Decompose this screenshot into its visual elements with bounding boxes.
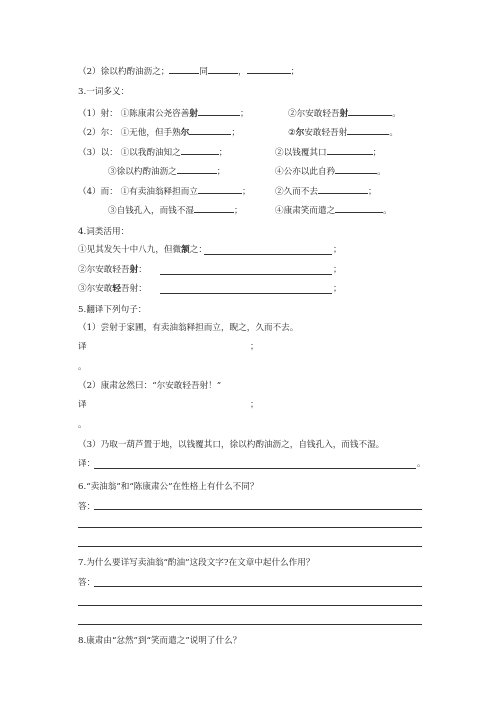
- q3-yi-row: [78, 145, 227, 159]
- q3-yi-d-end: 。: [377, 167, 386, 177]
- q2-item-2-sep: ，: [238, 67, 247, 77]
- q7-answer-label: 答：: [78, 578, 96, 588]
- q5-sentence-3: （3）乃取一葫芦置于地，以钱覆其口，徐以杓酌油沥之，自钱孔入，而钱不湿。: [78, 440, 385, 450]
- q3-er2-a-text: ①有卖油翁释担而立: [120, 187, 198, 197]
- q4-item-3-post: 吾射：: [121, 284, 147, 294]
- q6-question: 6.“卖油翁”和“陈康肃公”在性格上有什么不同？: [78, 482, 259, 492]
- q3-er2-row-b: [275, 184, 377, 198]
- q5-mark-2: ；: [250, 400, 259, 410]
- answer-blank[interactable]: [335, 203, 383, 213]
- q3-heading: 3.一词多义：: [78, 87, 130, 97]
- q3-yi-a-text: ①以我酌油知之: [120, 148, 181, 158]
- q5-sentence-2: （2）康肃忿然曰：“尔安敢轻吾射！”: [78, 381, 222, 391]
- q3-er2-d-end: 。: [383, 206, 392, 216]
- answer-blank[interactable]: [348, 106, 392, 116]
- q3-er-b-keyword: 尔: [295, 128, 305, 138]
- q5-dot-1: 。: [78, 362, 87, 372]
- q4-item-3-answer-line[interactable]: [160, 293, 332, 294]
- q5-mark-1: ；: [250, 342, 259, 352]
- answer-blank[interactable]: [327, 145, 373, 155]
- q4-item-3-text: ③尔安敢: [78, 284, 113, 294]
- q4-item-1-post: 之：: [189, 245, 207, 255]
- q3-er-b-text: 安敢轻吾射: [304, 128, 348, 138]
- q3-er2-c-text: ③自钱孔入，而钱不湿: [108, 206, 194, 216]
- answer-blank[interactable]: [169, 64, 199, 74]
- q3-er2-c-end: ；: [233, 206, 243, 216]
- q2-item-2-end: ；: [290, 67, 300, 77]
- q5-heading: 5.翻译下列句子：: [78, 305, 147, 315]
- q3-yi-c-end: ；: [216, 167, 226, 177]
- q4-item-2-text: ②尔安敢轻吾: [78, 265, 130, 275]
- q3-she-a-keyword: 射: [189, 109, 198, 119]
- q3-er2-row-c: [108, 203, 243, 217]
- q6-answer-line-2[interactable]: [78, 527, 422, 528]
- q3-er-row: [78, 125, 240, 139]
- q3-er2-label: （4）而：: [78, 187, 118, 197]
- q3-yi-c-text: ③徐以杓酌油沥之: [108, 167, 177, 177]
- q5-yi-label-2: 译: [78, 400, 87, 410]
- q4-item-2-keyword: 射: [129, 265, 139, 275]
- q4-item-1-text: ①见其发矢十中八九，但微: [78, 245, 182, 255]
- q5-yi-label-3: 译：: [78, 459, 96, 469]
- q7-answer-line-3[interactable]: [78, 624, 422, 625]
- q6-answer-line-3[interactable]: [78, 546, 422, 547]
- q4-item-3-end: ；: [333, 284, 342, 294]
- answer-blank[interactable]: [208, 64, 238, 74]
- q4-item-2-end: ；: [333, 265, 342, 275]
- answer-blank[interactable]: [194, 203, 234, 213]
- q2-item-2-mid: 同: [199, 67, 209, 77]
- q3-er-a-keyword: 尔: [180, 128, 190, 138]
- q5-dot-2: 。: [78, 420, 87, 430]
- answer-blank[interactable]: [247, 64, 291, 74]
- q2-item-2: [78, 64, 299, 78]
- q7-question: 7.为什么要详写卖油翁“酌油”这段文字?在文章中起什么作用？: [78, 558, 315, 568]
- q3-yi-row-c: [108, 164, 225, 178]
- q3-yi-row-d: [275, 164, 386, 178]
- q4-item-1-keyword: 颔: [181, 245, 190, 255]
- q3-er2-b-text: ②久而不去: [275, 187, 318, 197]
- q3-she-b-end: 。: [392, 109, 401, 119]
- q3-er-b-num: ②: [288, 128, 296, 138]
- q3-she-label: （1）射：: [78, 109, 118, 119]
- answer-blank[interactable]: [181, 145, 219, 155]
- answer-blank[interactable]: [198, 106, 240, 116]
- q3-yi-b-end: ；: [372, 148, 382, 158]
- q3-er-b-end: 。: [389, 128, 398, 138]
- q4-item-2-answer-line[interactable]: [160, 274, 332, 275]
- q4-item-3-keyword: 轻: [112, 284, 121, 294]
- q6-answer-label: 答：: [78, 502, 96, 512]
- q3-yi-d-text: ④公亦以此自矜: [275, 167, 336, 177]
- q4-item-1-answer-line[interactable]: [204, 254, 332, 255]
- q6-answer-line-1[interactable]: [94, 509, 422, 510]
- q5-yi-label-1: 译: [78, 342, 87, 352]
- q5-sentence-1: （1）尝射于家圃，有卖油翁释担而立，睨之，久而不去。: [78, 323, 299, 333]
- q5-dot-3: 。: [417, 459, 426, 469]
- q7-answer-line-1[interactable]: [94, 586, 422, 587]
- q3-er2-row: [78, 184, 251, 198]
- q5-answer-line-3[interactable]: [94, 468, 416, 469]
- q3-she-a-text: ①陈康肃公尧咨善: [120, 109, 190, 119]
- q3-she-a-end: ；: [239, 109, 249, 119]
- q3-she-b-keyword: 射: [339, 109, 349, 119]
- q3-er2-a-end: ；: [241, 187, 251, 197]
- q3-er-label: （2）尔：: [78, 128, 118, 138]
- q3-yi-a-end: ；: [218, 148, 228, 158]
- q7-answer-line-2[interactable]: [78, 605, 422, 606]
- q3-er-a-text: ①无他，但手熟: [120, 128, 181, 138]
- answer-blank[interactable]: [198, 184, 242, 194]
- q3-er2-b-end: ；: [367, 187, 377, 197]
- q4-item-1: [78, 244, 207, 256]
- q4-item-3: [78, 283, 147, 295]
- q4-item-2-post: ：: [138, 265, 147, 275]
- q3-er-row-b: [288, 125, 398, 139]
- q2-item-2-text: （2）徐以杓酌油沥之；: [78, 67, 170, 77]
- answer-blank[interactable]: [177, 164, 217, 174]
- q3-yi-b-text: ②以钱覆其口: [275, 148, 327, 158]
- q3-she-row-b: [288, 106, 401, 120]
- answer-blank[interactable]: [189, 125, 231, 135]
- q8-question: 8.康肃由“忿然”到“笑而遣之”说明了什么？: [78, 636, 242, 646]
- q4-heading: 4.词类活用：: [78, 227, 130, 237]
- answer-blank[interactable]: [347, 125, 389, 135]
- answer-blank[interactable]: [318, 184, 368, 194]
- q3-yi-row-b: [275, 145, 381, 159]
- q3-er2-row-d: [275, 203, 392, 217]
- q3-she-row: [78, 106, 249, 120]
- q4-item-2: [78, 264, 147, 276]
- q4-item-1-end: ；: [333, 245, 342, 255]
- answer-blank[interactable]: [335, 164, 377, 174]
- q3-yi-label: （3）以：: [78, 148, 118, 158]
- q3-er2-d-text: ④康肃笑而遣之: [275, 206, 336, 216]
- q3-she-b-text: ②尔安敢轻吾: [288, 109, 340, 119]
- q3-er-a-end: ；: [231, 128, 240, 138]
